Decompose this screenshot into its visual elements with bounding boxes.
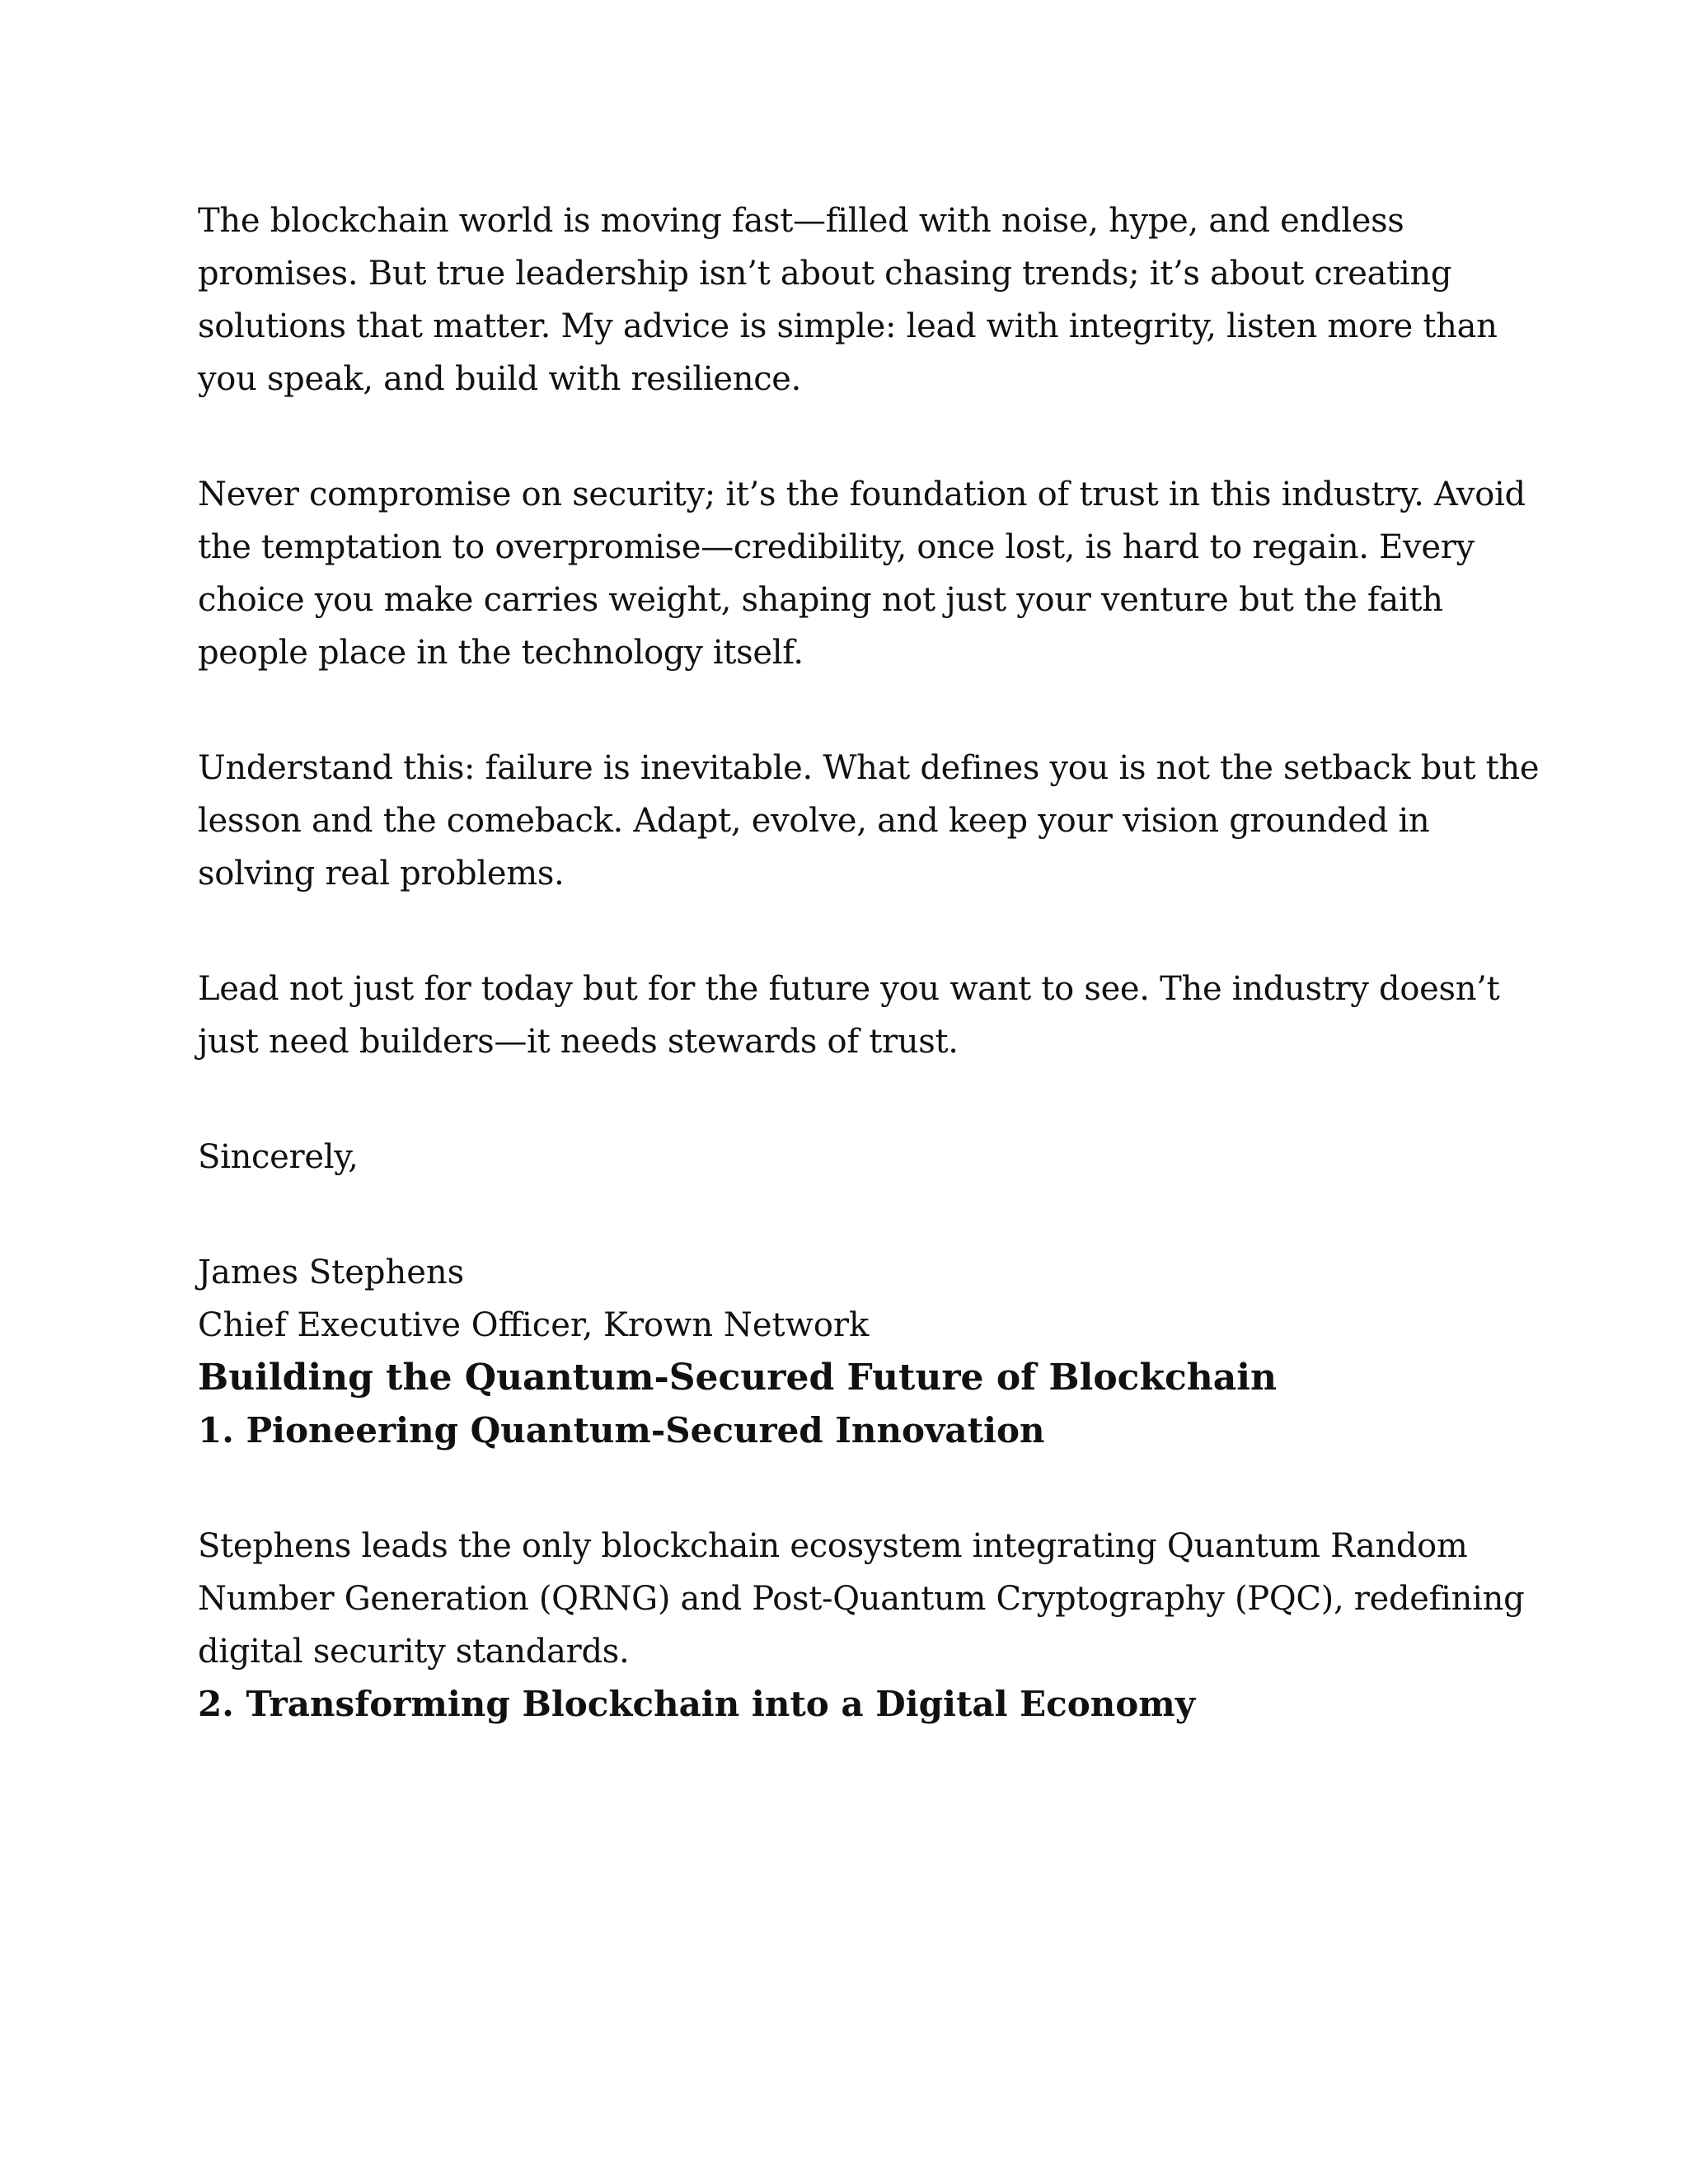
document-page (198, 194, 1550, 1731)
signature-name: James Stephens (198, 1254, 465, 1291)
main-heading: Building the Quantum-Secured Future of Blockchain (198, 1357, 1277, 1399)
section-body-1: Stephens leads the only blockchain ecosystem integrating Quantum Random Number Generation (QRNG) and Post-Quantum Cryptography (PQC), redefining digital security standards. (198, 1527, 1525, 1671)
closing-salutation: Sincerely, (198, 1138, 359, 1176)
paragraph-failure: Understand this: failure is inevitable. What defines you is not the setback but the lesson and the comeback. Adapt, evolve, and keep your vision grounded in solving real problems. (198, 749, 1540, 893)
section-heading-1: 1. Pioneering Quantum-Secured Innovation (198, 1410, 1045, 1451)
signature-block (198, 1246, 1550, 1352)
signature-title: Chief Executive Officer, Krown Network (198, 1306, 870, 1344)
paragraph-lead: Lead not just for today but for the future you want to see. The industry doesn’t just need builders—it needs stewards of trust. (198, 970, 1500, 1061)
section-heading-2: 2. Transforming Blockchain into a Digital Economy (198, 1684, 1196, 1724)
paragraph-blockchain-world: The blockchain world is moving fast—filled with noise, hype, and endless promises. But true leadership isn’t about chasing trends; it’s about creating solutions that matter. My advice is simple: lead with integrity, listen more than you speak, and build with resilience. (198, 202, 1498, 398)
paragraph-security: Never compromise on security; it’s the foundation of trust in this industry. Avoid the temptation to overpromise—credibility, once lost, is hard to regain. Every choice you make carries weight, shaping not just your venture but the faith people place in the technology itself. (198, 476, 1526, 672)
